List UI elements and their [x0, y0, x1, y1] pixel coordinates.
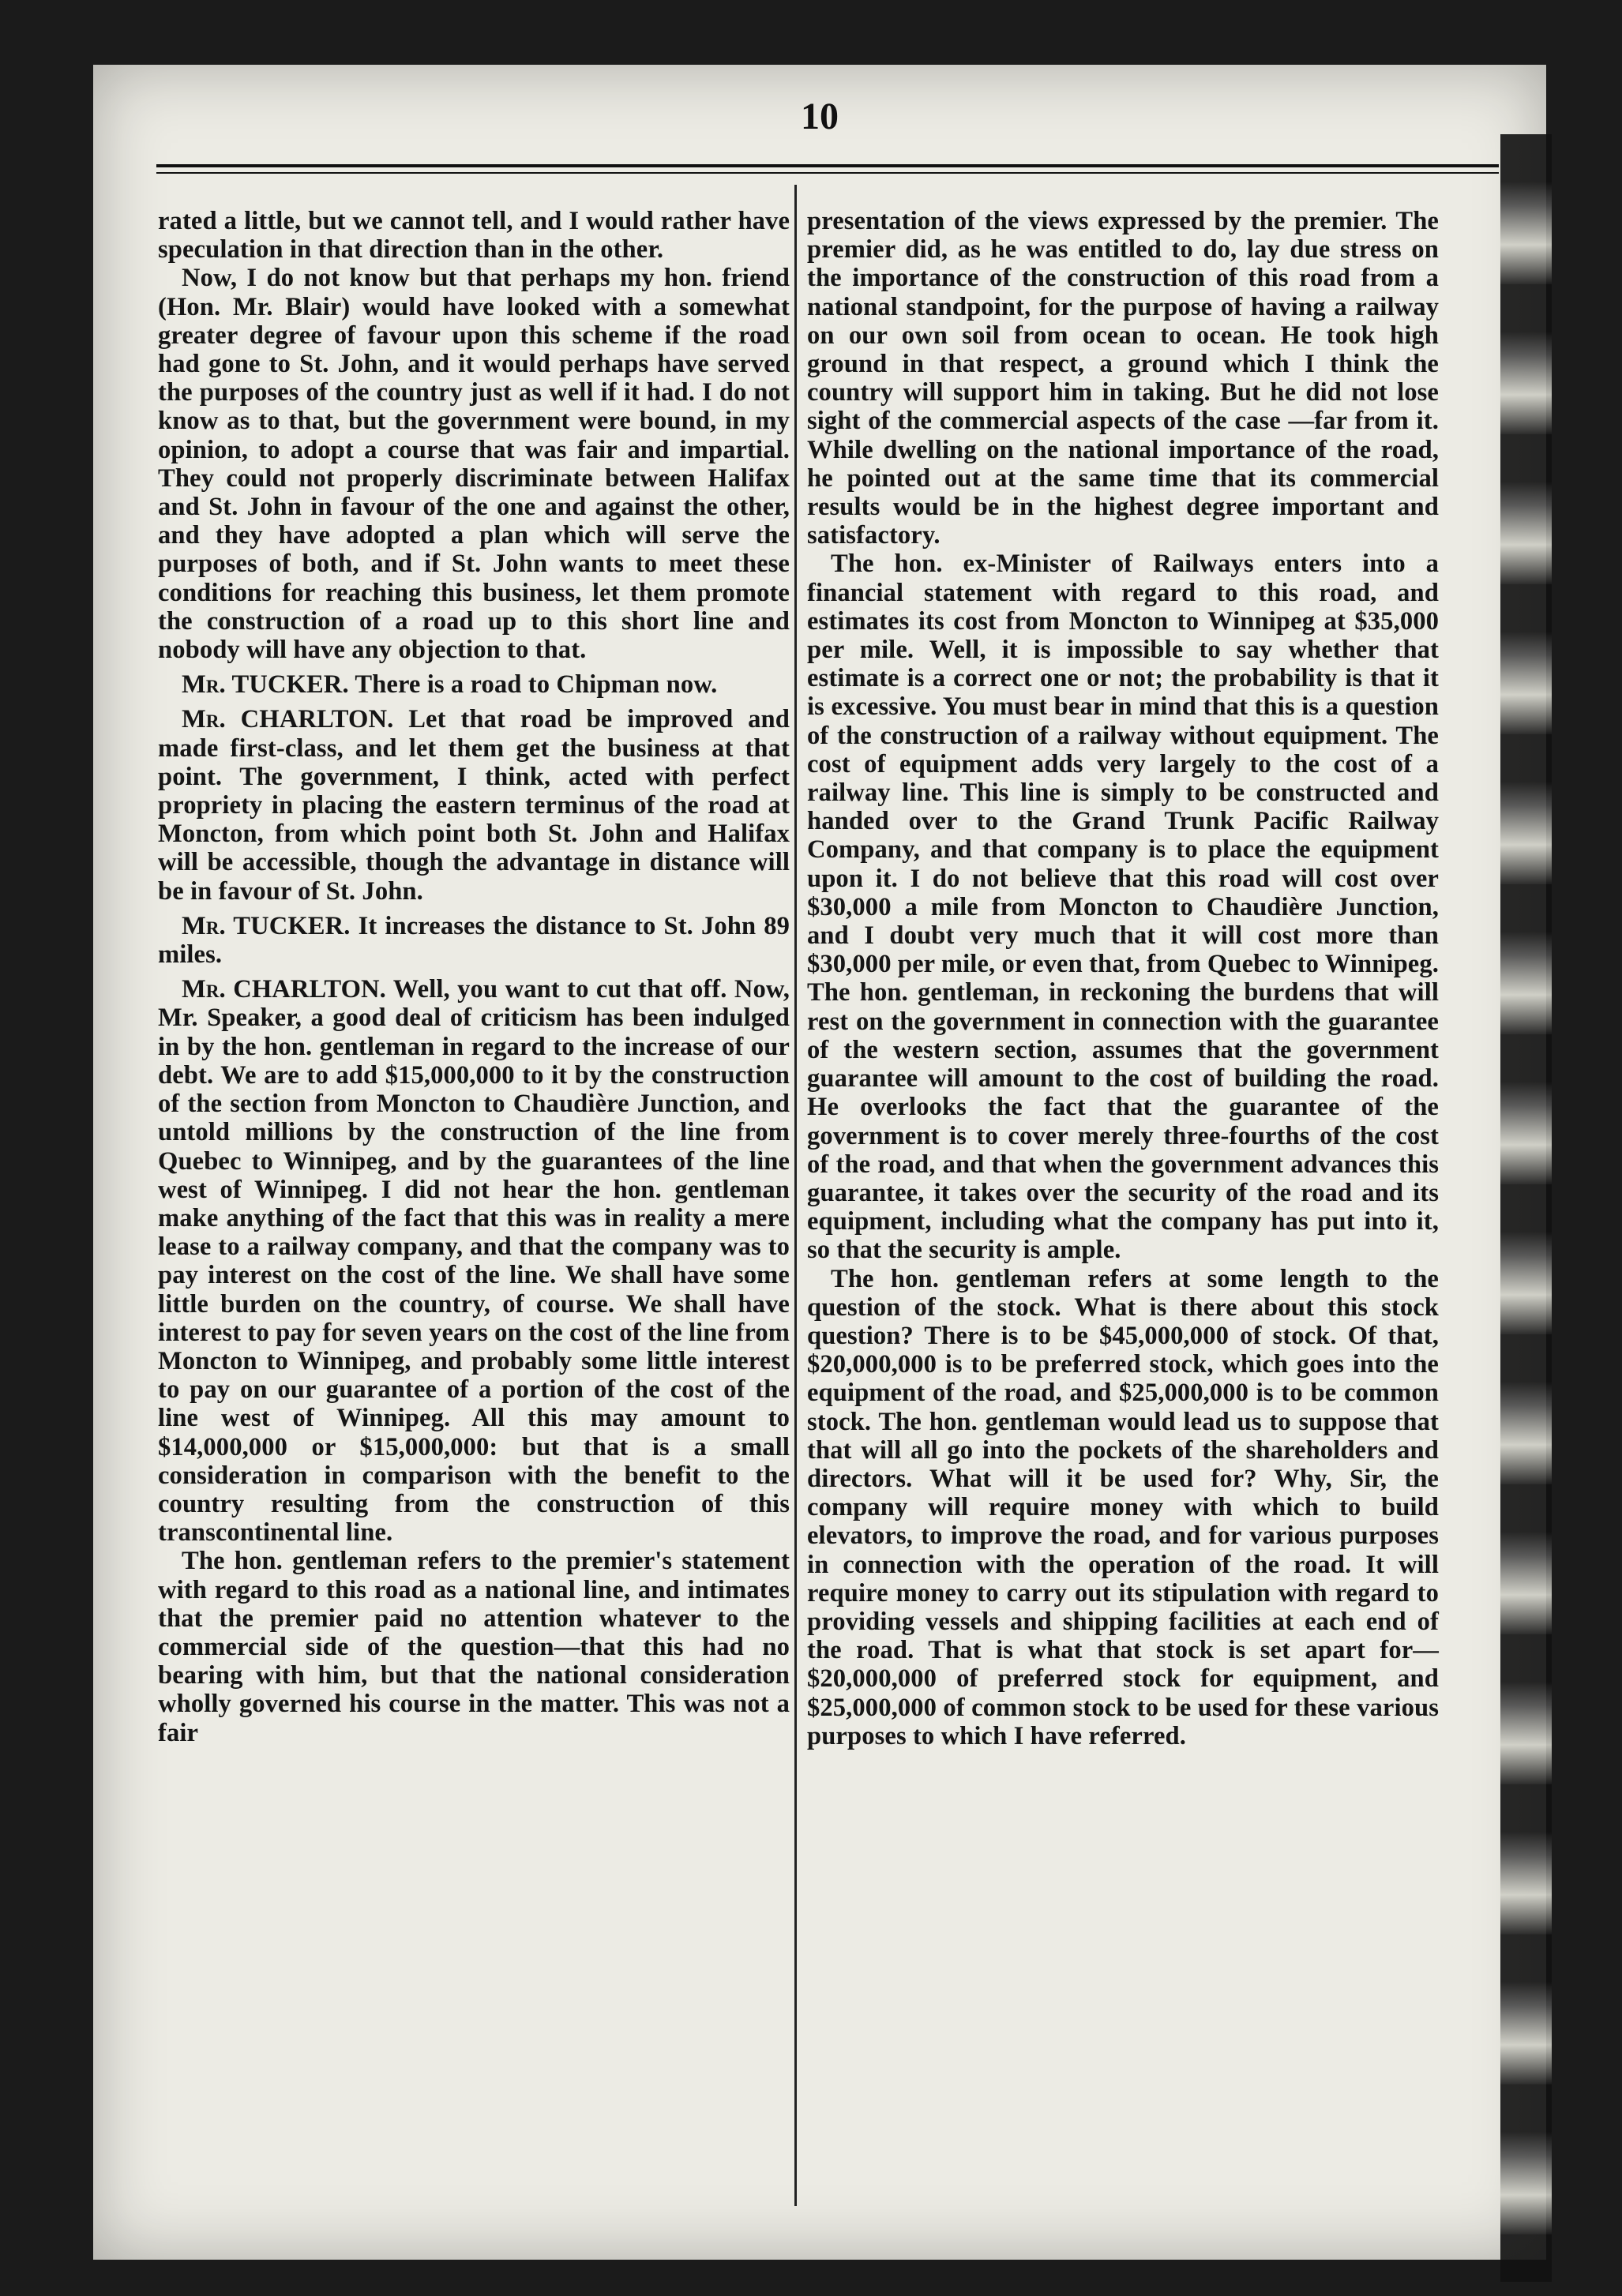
- paragraph: [158, 1547, 790, 1746]
- header-rule-thin: [156, 172, 1499, 174]
- paragraph-spacer: [158, 699, 790, 705]
- paragraph: [158, 670, 790, 699]
- paragraph-text: presentation of the views expressed by the premier. The premier did, as he was entitled to do, lay due stress on the importance of the construction of this road from a national standpoint, for the purpose of having a railway on our own soil from ocean to ocean. He took high ground in that respect, a ground which I think the country will support him in taking. But he did not lose sight of the commercial aspects of the case —far from it. While dwelling on the national importance of the road, he pointed out at the same time that its commercial results would be in the highest degree important and satisfactory.: [807, 207, 1439, 550]
- speaker-name: Mr. TUCKER.: [182, 911, 351, 940]
- paragraph-text: Let that road be improved and made first-class, and let them get the business at that point. The government, I think, acted with perfect propriety in placing the eastern terminus of the road at Moncton, from which point both St. John and Halifax will be accessible, though the advantage in distance will be in favour of St. John.: [158, 705, 790, 906]
- header-rule: [156, 164, 1499, 167]
- paragraph-text: rated a little, but we cannot tell, and I would rather have speculation in that direction than in the other.: [158, 207, 790, 264]
- paragraph: [807, 550, 1439, 1264]
- newspaper-page: [93, 65, 1546, 2260]
- paragraph: [807, 1265, 1439, 1750]
- paragraph-text: It increases the distance to St. John 89 miles.: [158, 911, 790, 970]
- right-column: [807, 207, 1439, 1750]
- paragraph: [158, 975, 790, 1547]
- page-number: 10: [801, 96, 839, 137]
- paragraph-text: Well, you want to cut that off. Now, Mr. Speaker, a good deal of criticism has been indulged in by the hon. gentleman in regard to the increase of our debt. We are to add $15,000,000 to it by the construction of the section from Moncton to Chaudière Junction, and untold millions by the construction of the line from Quebec to Winnipeg, and by the guarantees of the line west of Winnipeg. I did not hear the hon. gentleman make anything of the fact that this was in reality a mere lease to a railway company, and that the company was to pay interest on the cost of the line. We shall have some little burden on the country, of course. We shall have interest to pay for seven years on the cost of the line from Moncton to Winnipeg, and probably some little interest to pay on our guarantee of a portion of the cost of the line west of Winnipeg. All this may amount to $14,000,000 or $15,000,000: but that is a small consideration in comparison with the benefit to the country resulting from the construction of this transcontinental line.: [158, 975, 790, 1548]
- paragraph-text: The hon. gentleman refers to the premier's statement with regard to this road as a national line, and intimates that the premier paid no attention whatever to the commercial side of the question—that this had no bearing with him, but that the national consideration wholly governed his course in the matter. This was not a fair: [158, 1547, 790, 1747]
- paragraph: [158, 207, 790, 264]
- paragraph-spacer: [158, 664, 790, 670]
- column-divider: [794, 185, 797, 2206]
- paragraph-spacer: [158, 969, 790, 975]
- paragraph-text: The hon. ex-Minister of Railways enters into a financial statement with regard to this road, and estimates its cost from Moncton to Winnipeg at $35,000 per mile. Well, it is impossible to say whether that estimate is a correct one or not; the probability is that it is excessive. You must bear in mind that this is a question of the construction of a railway without equipment. The cost of equipment adds very largely to the cost of a railway line. This line is simply to be constructed and handed over to the Grand Trunk Pacific Railway Company, and that company is to place the equipment upon it. I do not believe that this road will cost over $30,000 a mile from Moncton to Chaudière Junction, and I doubt very much that it will cost more than $30,000 per mile, or even that, from Quebec to Winnipeg. The hon. gentleman, in reckoning the burdens that will rest on the government in connection with the guarantee of the western section, assumes that the government guarantee will amount to the cost of building the road. He overlooks the fact that the guarantee of the government is to cover merely three-fourths of the cost of the road, and that when the government advances this guarantee, it takes over the security of the road and its equipment, including what the company has put into it, so that the security is ample.: [807, 550, 1439, 1265]
- paragraph-text: The hon. gentleman refers at some length to the question of the stock. What is there about this stock question? There is to be $45,000,000 of stock. Of that, $20,000,000 is to be preferred stock, which goes into the equipment of the road, and $25,000,000 is to be common stock. The hon. gentleman would lead us to suppose that that will all go into the pockets of the shareholders and directors. What will it be used for? Why, Sir, the company will require money with which to build elevators, to improve the road, and for various purposes in connection with the operation of the road. It will require money to carry out its stipulation with regard to providing vessels and shipping facilities at each end of the road. That is what that stock is set apart for—$20,000,000 of preferred stock for equipment, and $25,000,000 of common stock to be used for these various purposes to which I have referred.: [807, 1264, 1439, 1750]
- paragraph-text: Now, I do not know but that perhaps my hon. friend (Hon. Mr. Blair) would have looked with a somewhat greater degree of favour upon this scheme if the road had gone to St. John, and it would perhaps have served the purposes of the country just as well if it had. I do not know as to that, but the government were bound, in my opinion, to adopt a course that was fair and impartial. They could not properly discriminate between Halifax and St. John in favour of the one and against the other, and they have adopted a plan which will serve the purposes of both, and if St. John wants to meet these conditions for reaching this business, let them promote the construction of a road up to this short line and nobody will have any objection to that.: [158, 264, 790, 665]
- paragraph: [158, 705, 790, 905]
- speaker-name: Mr. CHARLTON.: [182, 705, 394, 734]
- paragraph: [807, 207, 1439, 550]
- speaker-name: Mr. CHARLTON.: [182, 975, 386, 1004]
- paragraph-text: There is a road to Chipman now.: [355, 670, 718, 700]
- left-column: [158, 207, 790, 1747]
- paragraph: [158, 264, 790, 664]
- scan-edge-damage: [1500, 134, 1552, 2282]
- paragraph: [158, 912, 790, 969]
- speaker-name: Mr. TUCKER.: [182, 670, 349, 700]
- paragraph-spacer: [158, 906, 790, 912]
